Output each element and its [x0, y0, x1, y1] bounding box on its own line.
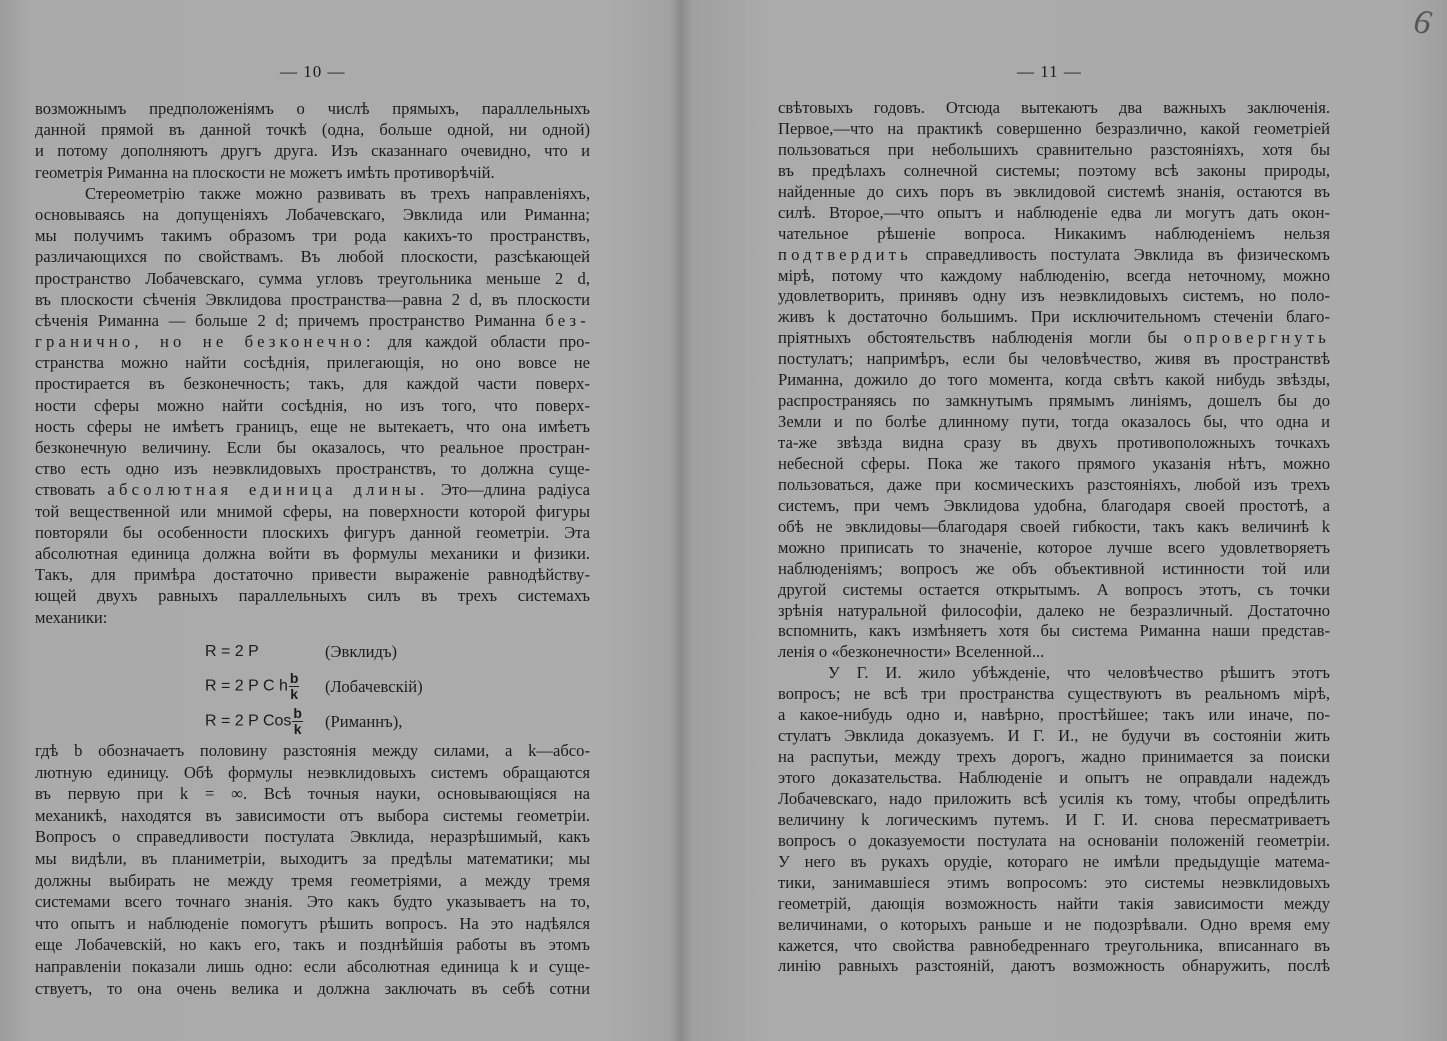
text-span: сѣченія Риманна — больше 2 d; причемъ пространство Риманна [35, 310, 546, 330]
spaced-emphasis: абсолютная единица длины. [107, 480, 429, 500]
left-page [0, 0, 680, 1041]
text-line: кажется, что свойства равнобедреннаго треугольника, вписаннаго въ [778, 935, 1330, 955]
text-line [778, 328, 1330, 349]
text-line: ность сферы не имѣетъ границъ, еще не вытекаетъ, что она имѣетъ [35, 416, 590, 436]
formula-block [205, 634, 423, 739]
text-line: найденные до сихъ поръ въ эвклидовой системѣ знанія, остаются въ [778, 181, 1330, 201]
formula-expression: R = 2 P Cos $\frac{b}{k}$ [205, 705, 302, 737]
text-line: механикѣ, находятся въ зависимости отъ выбора системы геометріи. [35, 805, 590, 825]
text-line: повторяли бы особенности плоскихъ фигуръ данной геометріи. Эта [35, 522, 590, 542]
text-line: другой системы остается открытымъ. А вопросъ этотъ, съ точки [778, 579, 1330, 599]
text-span: ствовать [35, 480, 108, 500]
text-line: Лобачевскаго, надо приложить всѣ усилія къ тому, чтобы опредѣлить [778, 788, 1330, 808]
text-block [778, 98, 1330, 977]
formula [205, 704, 423, 739]
formula-label: (Лобачевскій) [325, 676, 423, 696]
text-line: ющей двухъ равныхъ параллельныхъ силъ въ трехъ системахъ [35, 586, 590, 606]
text-line: небесной сферы. Пока же такого прямого указанія нѣтъ, можно [778, 453, 1330, 473]
text-span: пріятныхъ обстоятельствъ наблюденія могли бы [778, 328, 1184, 348]
text-line: мы видѣли, въ планиметріи, выходитъ за предѣлы математики; мы [35, 848, 590, 868]
text-line: различающихся по свойствамъ. Въ любой плоскости, разсѣкающей [35, 247, 590, 267]
text-line: ствуетъ, то она очень велика и должна заключать въ себѣ сотни [35, 978, 590, 998]
text-line: Первое,—что на практикѣ совершенно безразлично, какой геометріей [778, 118, 1330, 138]
text-line: на распутьи, между трехъ дорогъ, жадно принимается за поиски [778, 747, 1330, 767]
text-line: та-же звѣзда видна сразу въ двухъ противоположныхъ точкахъ [778, 433, 1330, 452]
text-line: У Г. И. жило убѣжденіе, что человѣчество рѣшитъ этотъ [828, 663, 1330, 683]
text-line: обѣ не эвклидовы—благодаря своей гибкости, такъ какъ величинѣ k [778, 516, 1330, 536]
text-line: мы получимъ такимъ образомъ три рода какихъ-то пространствъ, [35, 226, 590, 246]
text-line: чательное рѣшеніе вопроса. Никакимъ наблюденіемъ нельзя [778, 223, 1330, 243]
text-line: геометрій, дающія возможность найти такія зависимости между [778, 893, 1330, 913]
formula [205, 634, 423, 669]
text-line: вопросъ о доказуемости постулата на основаніи положеній геометріи. [778, 830, 1330, 850]
right-page [680, 0, 1447, 1041]
text-line: линію равныхъ разстояній, даютъ возможность обнаружить, послѣ [778, 956, 1330, 976]
text-line: Земли и по болѣе длинному пути, тогда оказалось бы, что одна и [778, 412, 1330, 432]
text-line: зрѣнія натуральной философіи, далеко не безразличный. Достаточно [778, 600, 1330, 620]
text-line: силѣ. Второе,—что опытъ и наблюденіе едва ли могутъ дать окон- [778, 202, 1330, 222]
text-line: механики: [35, 607, 108, 627]
text-line: возможнымъ предположеніямъ о числѣ прямыхъ, параллельныхъ [35, 99, 590, 118]
text-line: ство есть одно изъ неэвклидовыхъ пространствъ, то должна суще- [35, 459, 590, 479]
text-line: пользоваться, даже при космическихъ разстояніяхъ, любой изъ трехъ [778, 474, 1330, 494]
text-line: стулатъ Эвклида доказуемъ. И Г. И., не будучи въ состояніи жить [778, 726, 1330, 746]
text-line: что опытъ и наблюденіе помогутъ рѣшить вопросъ. На это надѣялся [35, 913, 590, 933]
formula [205, 669, 423, 704]
text-line: распространяясь по замкнутымъ прямымъ линіямъ, дошелъ бы до [778, 391, 1330, 411]
text-line: основываясь на допущеніяхъ Лобачевскаго, Эвклида или Риманна; [35, 204, 590, 224]
spaced-emphasis: без- [545, 310, 590, 330]
text-line: Стереометрію также можно развивать въ трехъ направленіяхъ, [85, 183, 590, 203]
text-line [35, 331, 590, 352]
text-line: абсолютная единица должна войти въ формулы механики и физики. [35, 543, 590, 563]
text-line: живъ k достаточно большимъ. При исключительномъ стеченіи благо- [778, 307, 1330, 327]
text-line: вопросъ; не всѣ три пространства существуютъ въ реальномъ мірѣ, [778, 684, 1330, 704]
text-line: удовлетворить, принявъ одну изъ неэвклидовыхъ системъ, но поло- [778, 286, 1330, 306]
text-line: простирается въ безконечность; такъ, для каждой части поверх- [35, 374, 590, 394]
text-line: ленія о «безконечности» Вселенной... [778, 642, 1045, 662]
text-block-bottom [35, 740, 590, 999]
fraction: $\frac{b}{k}$ [289, 670, 299, 702]
text-line: данной прямой въ данной точкѣ (одна, больше одной, ни одной) [35, 120, 590, 140]
text-line: величину k логическимъ путемъ. И Г. И. снова пересматриваетъ [778, 809, 1330, 829]
text-span: справедливость постулата Эвклида въ физическомъ [911, 244, 1330, 264]
text-line: постулатъ; напримѣръ, если бы человѣчество, живя въ пространствѣ [778, 349, 1330, 369]
text-line [778, 245, 1330, 266]
text-line: въ предѣлахъ солнечной системы; поэтому всѣ законы природы, [778, 160, 1330, 180]
fraction: $\frac{b}{k}$ [293, 705, 302, 737]
text-line: и потому дополняютъ другъ друга. Изъ сказаннаго очевидно, что и [35, 141, 590, 161]
spaced-emphasis: гранично, но не безконечно: [35, 332, 375, 352]
text-line: наблюденіямъ; вопросъ же объ объективной истинности той или [778, 558, 1330, 578]
formula-label: (Риманнъ), [325, 711, 403, 731]
text-line [35, 479, 590, 500]
text-line: въ плоскости сѣченія Эвклидова пространства—равна 2 d, въ плоскости [35, 289, 590, 309]
text-line: ности сферы можно найти сосѣднія, но изъ того, что поверх- [35, 395, 590, 415]
text-line: геометрія Риманна на плоскости не можетъ имѣть противорѣчій. [35, 162, 495, 182]
text-line: этого доказательства. Наблюденіе и опытъ не оправдали надеждъ [778, 768, 1330, 787]
text-line: системами всего точнаго знанія. Это какъ будто указываетъ на то, [35, 892, 590, 912]
text-line: У него въ рукахъ орудіе, котораго не имѣли предыдущіе матема- [778, 851, 1330, 871]
text-line: безконечную величину. Если бы оказалось, что реальное простран- [35, 438, 590, 457]
text-line: въ первую при k = ∞. Всѣ точныя науки, основывающіяся на [35, 784, 590, 804]
text-line: пользоваться при небольшихъ сравнительно разстояніяхъ, хотя бы [778, 139, 1330, 159]
text-line: той вещественной или мнимой сферы, на поверхности которой фигуры [35, 501, 590, 521]
text-line: странства можно найти сосѣднія, прилегающія, но оно вовсе не [35, 353, 590, 373]
pencil-mark: 6 [1411, 2, 1435, 43]
text-line [35, 310, 590, 331]
text-line: а какое-нибудь одно и, навѣрно, простѣйшее; такъ или иначе, по- [778, 705, 1330, 725]
text-line: еще Лобачевскій, но какъ его, такъ и позднѣйшія работы въ этомъ [35, 935, 590, 955]
spaced-emphasis: опровергнуть [1183, 328, 1330, 348]
formula-expression: R = 2 P C h $\frac{b}{k}$ [205, 670, 299, 702]
text-line: величинами, о которыхъ раньше и не подозрѣвали. Одно время ему [778, 914, 1330, 934]
text-line: тики, занимавшіеся этимъ вопросомъ: это системы неэвклидовыхъ [778, 872, 1330, 892]
text-line: Риманна, дожило до того момента, когда свѣтъ какой нибудь звѣзды, [778, 370, 1330, 390]
text-line: вспомнить, какъ измѣняетъ хотя бы система Риманна наши представ- [778, 621, 1330, 641]
text-line: гдѣ b обозначаетъ половину разстоянія между силами, а k—абсо- [35, 741, 590, 760]
page-number: — 10 — [280, 62, 346, 81]
text-line: направленіи показали лишь одно: если абсолютная единица k и суще- [35, 956, 590, 976]
text-line: можно приписать то значеніе, которое лучше всего удовлетворяетъ [778, 537, 1330, 557]
text-span: Это—длина радіуса [428, 480, 590, 500]
text-line: Вопросъ о справедливости постулата Эвклида, неразрѣшимый, какъ [35, 827, 590, 847]
page-number: — 11 — [1017, 62, 1082, 81]
text-line: свѣтовыхъ годовъ. Отсюда вытекаютъ два важныхъ заключенія. [778, 98, 1330, 117]
text-line: лютную единицу. Обѣ формулы неэвклидовыхъ системъ обращаются [35, 762, 590, 782]
formula-expression: R = 2 P [205, 642, 259, 660]
text-line: пространство Лобачевскаго, сумма угловъ треугольника меньше 2 d, [35, 268, 590, 288]
text-span: для каждой области про- [374, 332, 590, 352]
text-line: системъ, при чемъ Эвклидова удобна, благодаря своей простотѣ, а [778, 495, 1330, 515]
spaced-emphasis: подтвердить [778, 244, 912, 264]
text-line: должны выбирать не между тремя геометріями, а между тремя [35, 870, 590, 890]
text-block-top [35, 98, 590, 628]
text-line: мірѣ, потому что каждому наблюденію, всегда неточному, можно [778, 265, 1330, 285]
formula-label: (Эвклидъ) [325, 641, 398, 661]
text-line: Такъ, для примѣра достаточно привести выраженіе равнодѣйству- [35, 565, 590, 585]
